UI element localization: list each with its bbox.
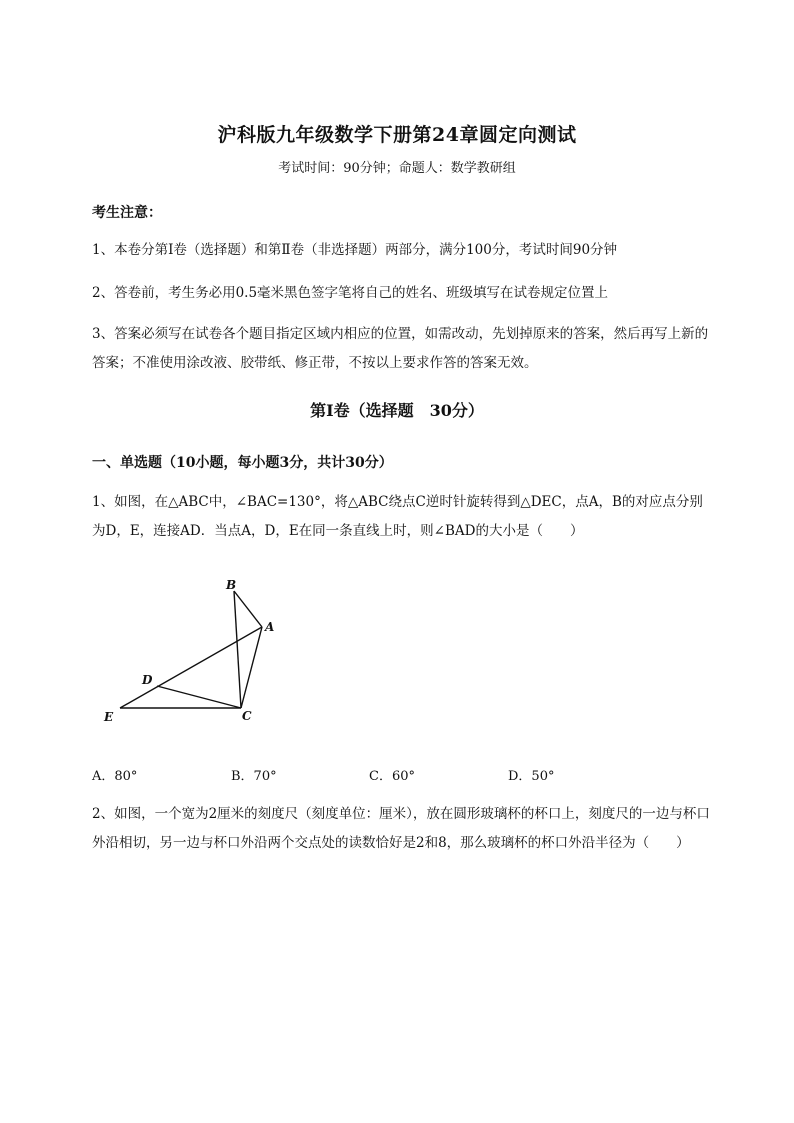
label-c: C: [242, 709, 252, 723]
label-d: D: [142, 673, 153, 687]
notice-item-2: 2、答卷前，考生务必用0.5毫米黑色签字笔将自己的姓名、班级填写在试卷规定位置上: [92, 285, 609, 301]
segment-ac: [241, 627, 262, 708]
question-1-stem: 1、如图，在△ABC中，∠BAC=130°，将△ABC绕点C逆时针旋转得到△DEC，点A，B的对应点分别为D，E，连接AD．当点A，D，E在同一条直线上时，则∠BAD的大小是（ ）: [92, 494, 703, 539]
notice-item-3: 3、答案必须写在试卷各个题目指定区域内相应的位置，如需改动，先划掉原来的答案，然后再写上新的答案；不准使用涂改液、胶带纸、修正带，不按以上要求作答的答案无效。: [92, 326, 709, 371]
question-1-option-c[interactable]: C．60°: [369, 769, 415, 784]
question-2-stem: 2、如图，一个宽为2厘米的刻度尺（刻度单位：厘米），放在圆形玻璃杯的杯口上，刻度尺的一边与杯口外沿相切，另一边与杯口外沿两个交点处的读数恰好是2和8，那么玻璃杯的杯口外沿半径为（ ）: [92, 806, 710, 851]
segment-dc: [157, 686, 241, 708]
segment-ba: [234, 591, 262, 627]
segment-bc: [234, 591, 241, 708]
part1-title: 第I卷（选择题 30分）: [310, 401, 484, 420]
notice-heading: 考生注意：: [92, 205, 162, 221]
section-heading: 一、单选题（10小题，每小题3分，共计30分）: [92, 455, 393, 471]
label-e: E: [104, 710, 114, 724]
exam-info: 考试时间：90分钟；命题人：数学教研组: [278, 161, 516, 176]
page-title: 沪科版九年级数学下册第24章圆定向测试: [217, 124, 577, 146]
question-1-option-a[interactable]: A．80°: [92, 769, 138, 784]
question-1-option-d[interactable]: D．50°: [508, 769, 555, 784]
question-1-figure: [95, 570, 295, 730]
question-1-option-b[interactable]: B．70°: [231, 769, 277, 784]
label-a: A: [265, 620, 275, 634]
label-b: B: [226, 578, 237, 592]
notice-item-1: 1、本卷分第I卷（选择题）和第Ⅱ卷（非选择题）两部分，满分100分，考试时间90分钟: [92, 242, 618, 258]
